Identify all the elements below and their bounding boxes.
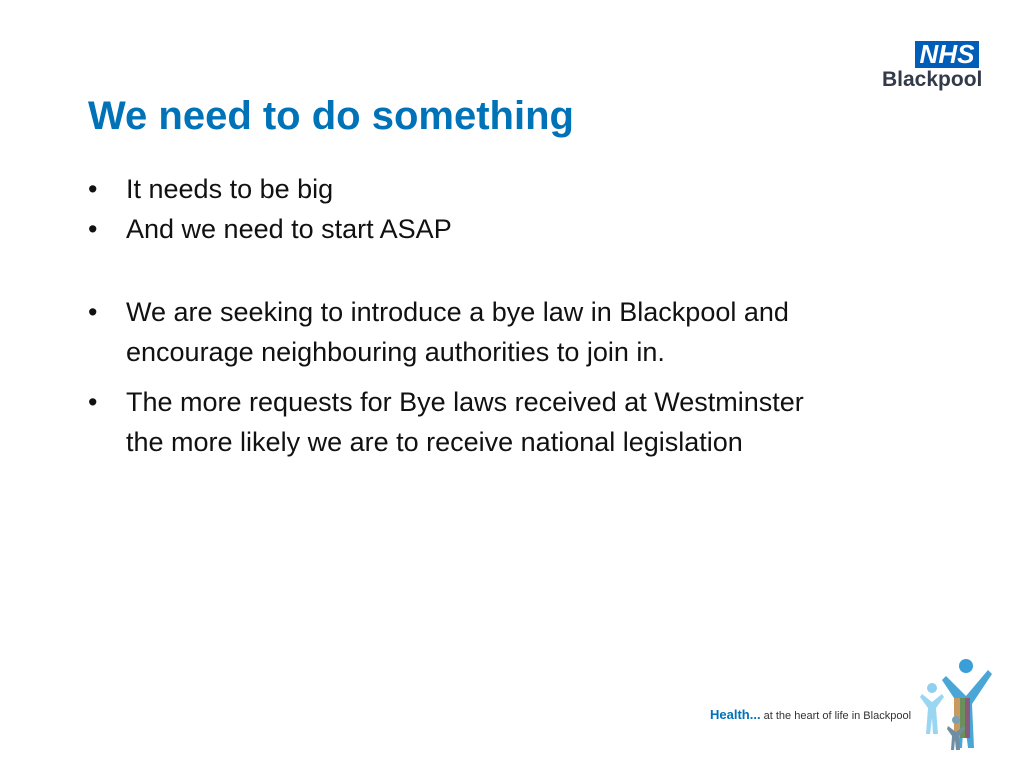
bullet-marker: • [88,174,98,204]
bullet-marker: • [88,387,98,417]
bullet-text: It needs to be big [126,174,334,204]
bullet-list [88,169,848,462]
nhs-logo-org: Blackpool [882,68,983,91]
footer-text: at the heart of life in Blackpool [763,710,912,722]
nhs-logo-box: NHS [915,41,979,68]
bullet-item [88,209,848,249]
bullet-marker: • [88,297,98,327]
bullet-text: We are seeking to introduce a bye law in Blackpool and encourage neighbouring authorities to join in. [126,297,789,367]
bullet-text: And we need to start ASAP [126,214,452,244]
slide-title: We need to do something [88,94,574,138]
bullet-text: The more requests for Bye laws received at Westminster the more likely we are to receive national legislation [126,387,804,457]
bullet-item [88,169,848,209]
footer-brand: Health... [710,707,761,722]
nhs-blackpool-logo [882,38,982,94]
bullet-item [88,382,848,462]
bullet-marker: • [88,214,98,244]
bullet-item [88,292,848,372]
footer-tagline [710,707,911,722]
people-figures-icon [918,656,996,752]
